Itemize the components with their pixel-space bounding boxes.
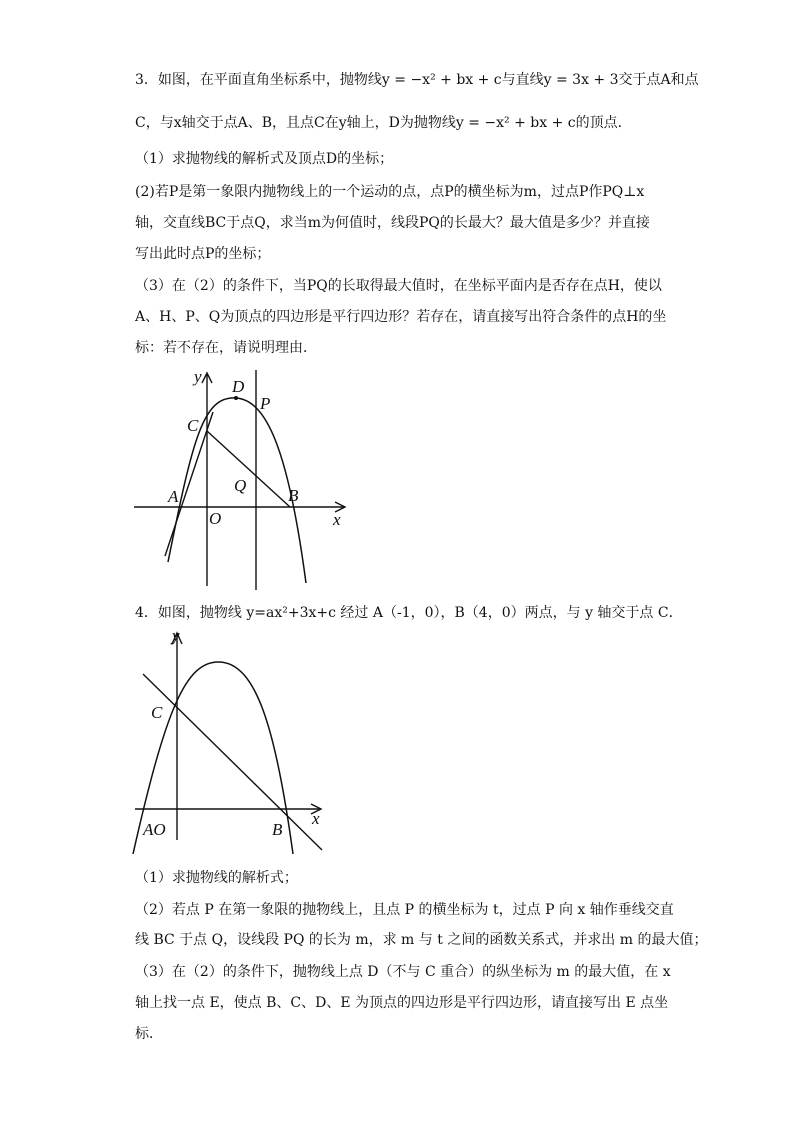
label-a: A bbox=[168, 487, 179, 506]
label-b: B bbox=[288, 486, 299, 505]
problem4-question3-line3: 标． bbox=[135, 1026, 163, 1042]
label-d: D bbox=[232, 377, 245, 396]
problem3-question2-line2: 轴，交直线BC于点Q，求当m为何值时，线段PQ的长最大？最大值是多少？并直接 bbox=[135, 215, 650, 231]
problem3-figure bbox=[128, 368, 368, 593]
problem4-figure bbox=[130, 628, 330, 858]
problem3-line2: C，与x轴交于点A、B，且点C在y轴上，D为抛物线y = −x² + bx + c的顶点． bbox=[135, 115, 632, 131]
problem3-question3-line2: A、H、P、Q为顶点的四边形是平行四边形？若存在，请直接写出符合条件的点H的坐 bbox=[135, 309, 667, 325]
problem4-stem: 4．如图，抛物线 y=ax²+3x+c 经过 A（-1，0），B（4，0）两点，与 y 轴交于点 C． bbox=[135, 605, 683, 621]
problem3-question3-line1: （3）在（2）的条件下，当PQ的长取得最大值时，在坐标平面内是否存在点H，使以 bbox=[135, 278, 662, 294]
problem4-question2-line1: （2）若点 P 在第一象限的抛物线上，且点 P 的横坐标为 t，过点 P 向 x 轴作垂线交直 bbox=[135, 902, 674, 918]
vertex-d-dot bbox=[234, 396, 238, 400]
label-o: O bbox=[209, 509, 222, 528]
problem4-question3-line1: （3）在（2）的条件下，抛物线上点 D（不与 C 重合）的纵坐标为 m 的最大值，在 x bbox=[135, 964, 671, 980]
problem3-line1: 3．如图，在平面直角坐标系中，抛物线y = −x² + bx + c与直线y = 3x + 3交于点A和点 bbox=[135, 72, 699, 88]
label-c: C bbox=[151, 703, 163, 722]
label-x: x bbox=[312, 809, 320, 828]
label-x: x bbox=[333, 510, 341, 529]
label-c: C bbox=[187, 416, 199, 435]
label-y: y bbox=[194, 368, 202, 386]
label-y: y bbox=[172, 628, 180, 645]
label-p: P bbox=[260, 394, 271, 413]
line-bc bbox=[143, 674, 322, 850]
problem3-question3-line3: 标：若不存在，请说明理由． bbox=[135, 340, 317, 356]
line-bc bbox=[207, 431, 290, 507]
problem4-question1: （1）求抛物线的解析式； bbox=[135, 870, 298, 886]
problem4-question2-line2: 线 BC 于点 Q，设线段 PQ 的长为 m，求 m 与 t 之间的函数关系式，并求出 m 的最大值； bbox=[135, 932, 708, 948]
problem3-question2-line1: (2)若P是第一象限内抛物线上的一个运动的点，点P的横坐标为m，过点P作PQ⊥x bbox=[135, 184, 645, 200]
problem4-question3-line2: 轴上找一点 E，使点 B、C、D、E 为顶点的四边形是平行四边形，请直接写出 E 点坐 bbox=[135, 995, 669, 1011]
label-q: Q bbox=[234, 476, 247, 495]
problem3-question1: （1）求抛物线的解析式及顶点D的坐标； bbox=[135, 151, 394, 167]
label-ao: AO bbox=[143, 820, 166, 839]
label-b: B bbox=[272, 820, 283, 839]
problem3-question2-line3: 写出此时点P的坐标； bbox=[135, 246, 271, 262]
